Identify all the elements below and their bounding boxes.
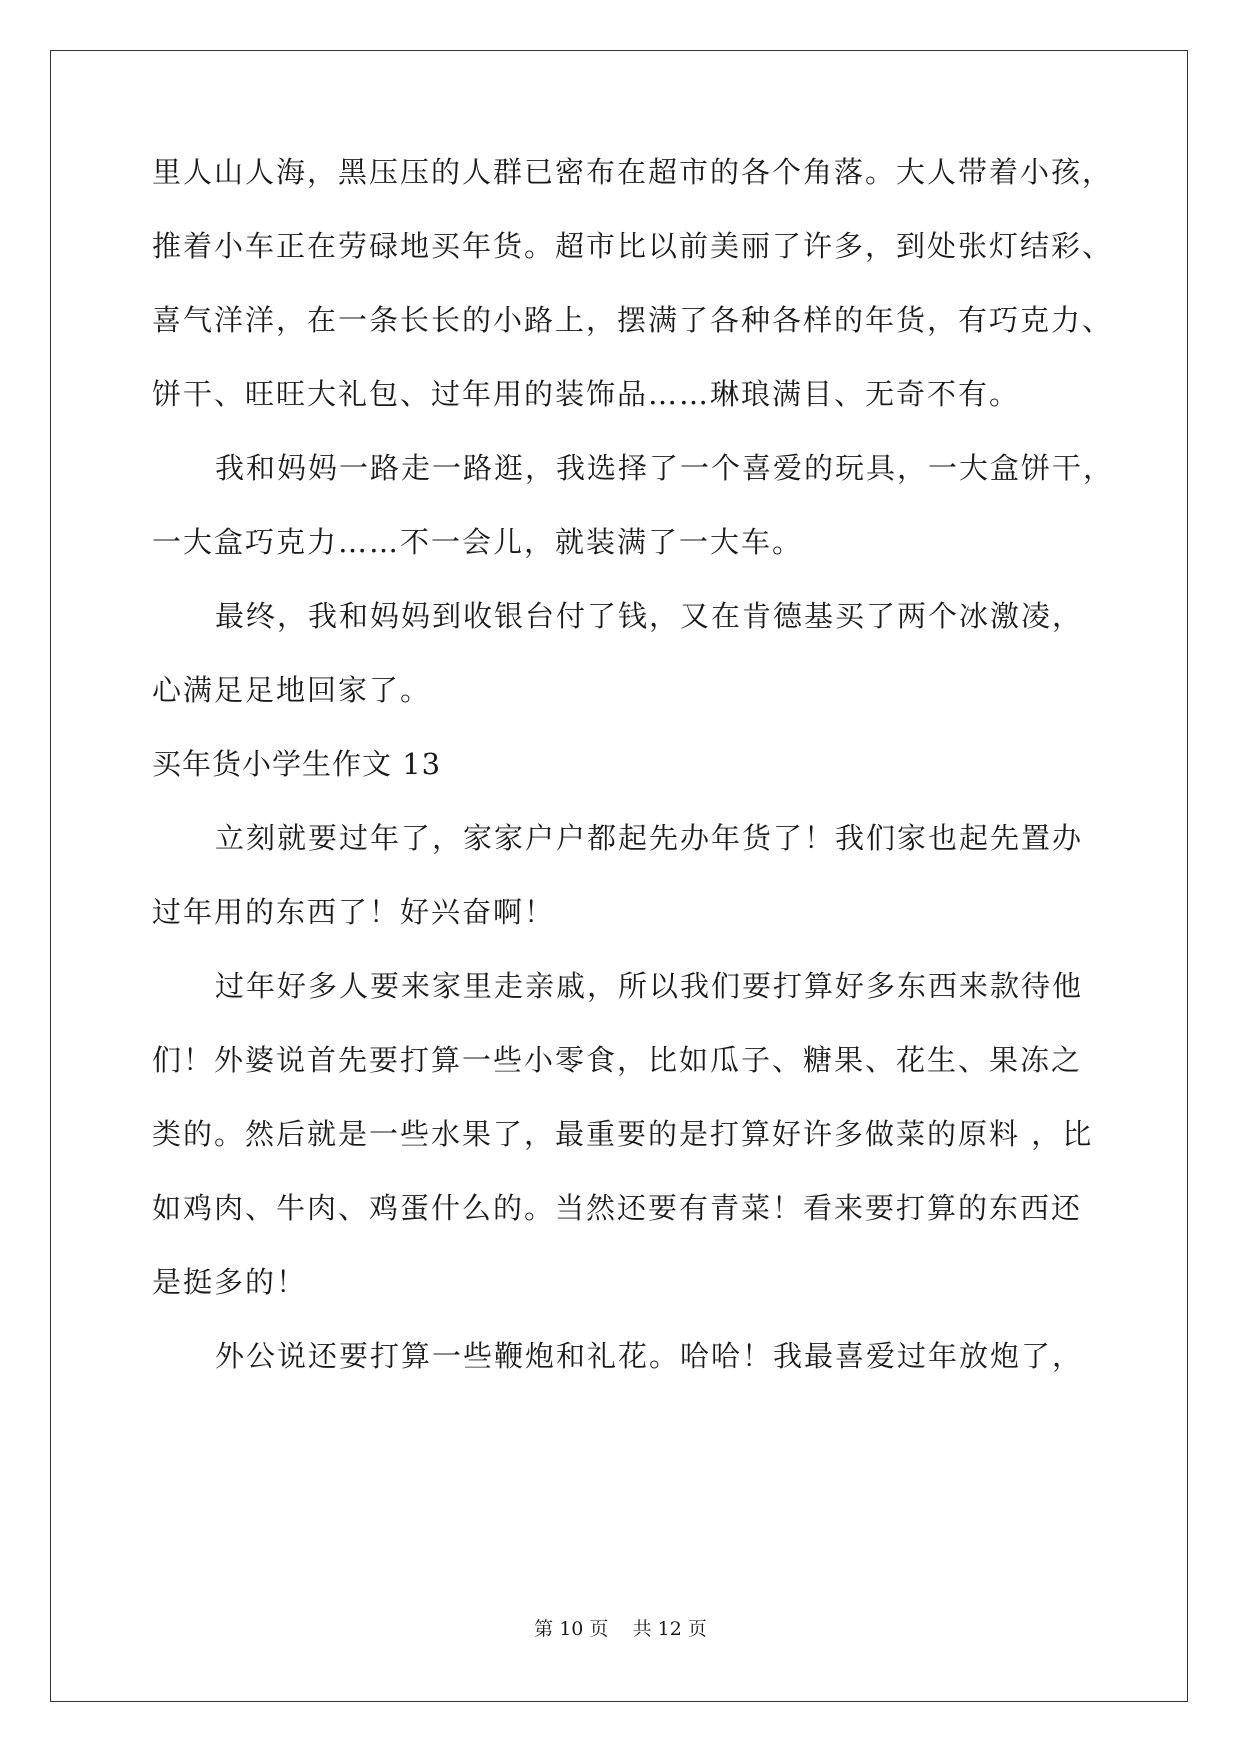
paragraph-start-line: 立刻就要过年了，家家户户都起先办年货了！我们家也起先置办 xyxy=(215,821,1084,855)
text-line: 类的。然后就是一些水果了，最重要的是打算好许多做菜的原料 ，比 xyxy=(152,1117,1094,1151)
page-number-footer: 第 10 页 共 12 页 xyxy=(534,1618,707,1640)
text-line: 饼干、旺旺大礼包、过年用的装饰品……琳琅满目、无奇不有。 xyxy=(152,377,1021,411)
paragraph-start-line: 外公说还要打算一些鞭炮和礼花。哈哈！我最喜爱过年放炮了， xyxy=(215,1339,1084,1373)
text-line: 是挺多的！ xyxy=(152,1265,308,1299)
text-line: 喜气洋洋，在一条长长的小路上，摆满了各种各样的年货，有巧克力、 xyxy=(152,303,1114,337)
text-line: 如鸡肉、牛肉、鸡蛋什么的。当然还要有青菜！看来要打算的东西还 xyxy=(152,1191,1083,1225)
paragraph-start-line: 过年好多人要来家里走亲戚，所以我们要打算好多东西来款待他 xyxy=(215,969,1084,1003)
page-frame xyxy=(50,50,1188,1702)
text-line: 里人山人海，黑压压的人群已密布在超市的各个角落。大人带着小孩， xyxy=(152,155,1114,189)
text-line: 一大盒巧克力……不一会儿，就装满了一大车。 xyxy=(152,525,804,559)
text-line: 心满足足地回家了。 xyxy=(152,673,432,707)
text-line: 推着小车正在劳碌地买年货。超市比以前美丽了许多，到处张灯结彩、 xyxy=(152,229,1114,263)
paragraph-start-line: 我和妈妈一路走一路逛，我选择了一个喜爱的玩具，一大盒饼干， xyxy=(215,451,1115,485)
paragraph-start-line: 最终，我和妈妈到收银台付了钱，又在肯德基买了两个冰激凌， xyxy=(215,599,1084,633)
section-heading: 买年货小学生作文 13 xyxy=(152,747,442,781)
text-line: 们！外婆说首先要打算一些小零食，比如瓜子、糖果、花生、果冻之 xyxy=(152,1043,1083,1077)
text-line: 过年用的东西了！好兴奋啊！ xyxy=(152,895,556,929)
